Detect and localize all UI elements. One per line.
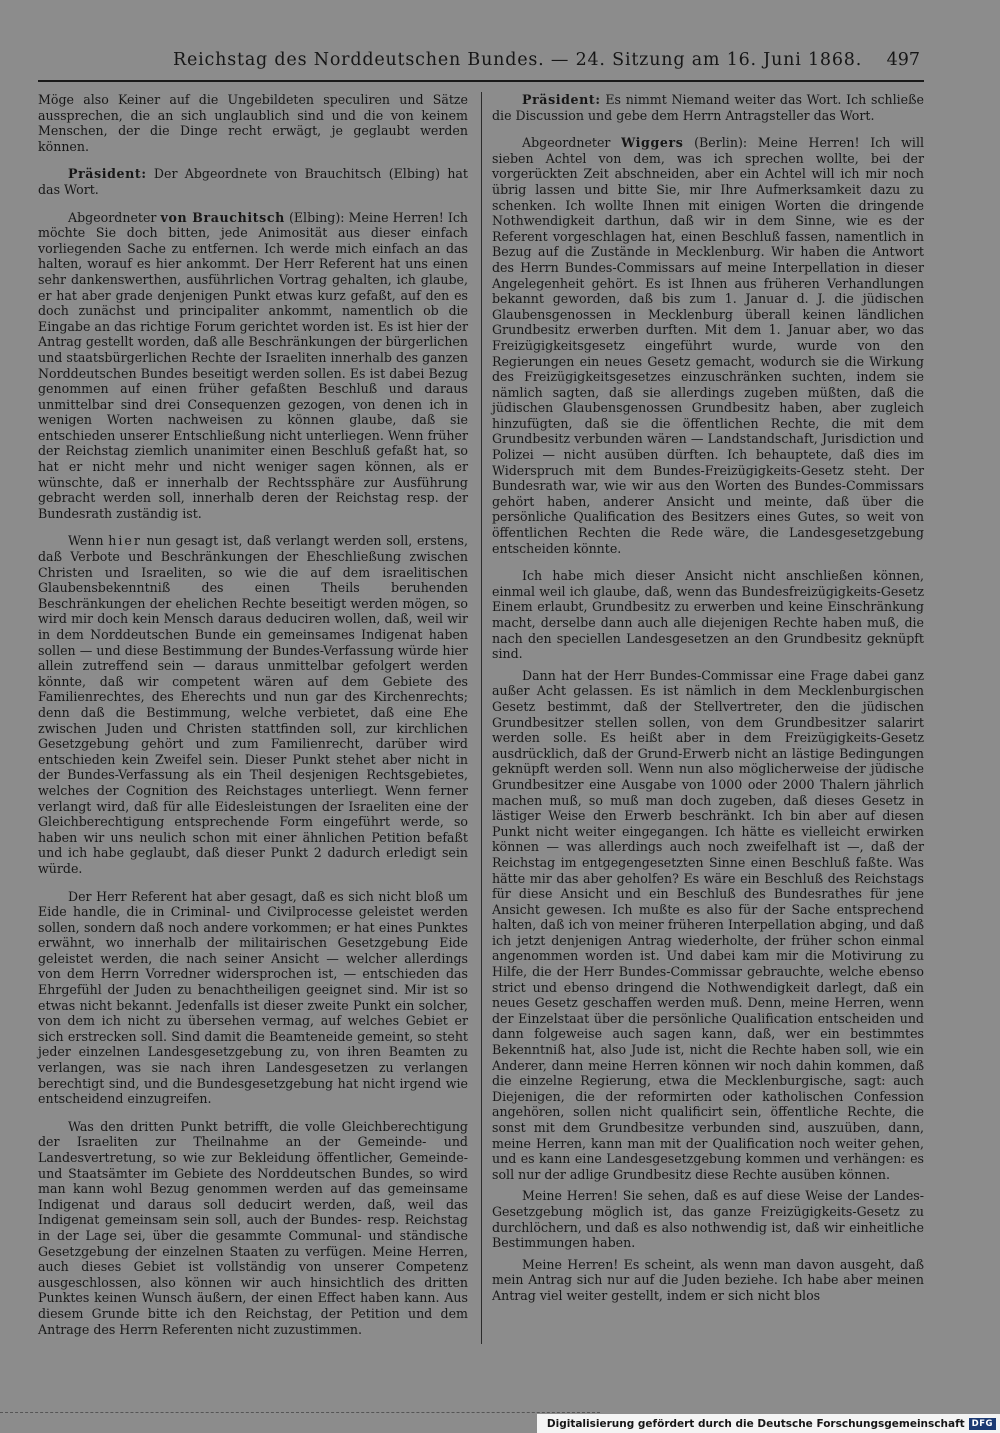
- column-divider: [481, 92, 482, 1344]
- credit-text: Digitalisierung gefördert durch die Deutsche Forschungsgemeinschaft: [546, 1418, 965, 1430]
- speech-text: Der Abgeordnete von Brauchitsch (Elbing) hat das Wort.: [38, 166, 468, 197]
- paragraph: Dann hat der Herr Bundes-Commissar eine Frage dabei ganz außer Acht gelassen. Es ist nämlich in dem Mecklenburgischen Gesetz bestimmt, daß der Stellvertreter, den die jüdischen Grundbesitzer stellen sollen, von dem Grundbesitzer salarirt werden solle. Es heißt aber in dem Freizügigkeits-Gesetz ausdrücklich, daß der Grund-Erwerb nicht an lästige Bedingungen geknüpft werden soll. Wenn nun also möglicherweise der jüdische Grundbesitzer eine Ausgabe von 1000 oder 2000 Thalern jährlich machen muß, so muß man doch zugeben, daß dieses Gesetz in lästiger Weise den Erwerb beschränkt. Ich bin aber auf diesen Punkt nicht weiter eingegangen. Ich hätte es vielleicht erwirken können — was allerdings auch noch zweifelhaft ist —, daß der Reichstag im entgegengesetzten Sinne einen Beschluß faßte. Was hätte mir das aber geholfen? Es wäre ein Beschluß des Reichstags für diese Ansicht und ein Beschluß des Bundesrathes für jene Ansicht gewesen. Ich mußte es also für der Sache entsprechend halten, daß ich von meiner früheren Interpellation abging, und daß ich jetzt denjenigen Antrag wiederholte, der früher schon einmal angenommen worden ist. Und dabei kam mir die Motivirung zu Hilfe, die der Herr Bundes-Commissar gebrauchte, welche ebenso strict und ebenso dringend die Nothwendigkeit darlegt, daß ein neues Gesetz geschaffen werden muß. Denn, meine Herren, wenn der Einzelstaat über die persönliche Qualification entscheiden und dann folgeweise auch sagen kann, daß, wer ein bestimmtes Bekenntniß hat, also Jude ist, nicht die Rechte haben soll, wie ein Anderer, dann meine Herren können wir noch dahin kommen, daß die einzelne Regierung, etwa die Mecklenburgische, sagt: auch Diejenigen, die der reformirten oder katholischen Confession angehören, sollen nicht qualificirt sein, öffentliche Rechte, die sonst mit dem Grundbesitze verbunden sind, auszuüben, dann, meine Herren, kann man mit der Qualification noch weiter gehen, und es kann eine Landesgesetzgebung kommen und verhängen: es soll nur der adlige Grundbesitz diese Rechte ausüben können.: [492, 667, 924, 1182]
- speech-text: (Berlin): Meine Herren! Ich will sieben Achtel von dem, was ich sprechen wollte, bei der vorgerückten Zeit abschneiden, aber ein Achtel will ich mir noch übrig lassen und bitte Sie, mir Ihre Aufmerksamkeit dazu zu schenken. Ich wollte Ihnen mit einigen Worten die dringende Nothwendigkeit darthun, daß wir in dem Sinne, wie es der Referent vorgeschlagen hat, einen Beschluß fassen, namentlich in Bezug auf die Zustände in Mecklenburg. Wir haben die Antwort des Herrn Bundes-Commissars auf meine Interpellation in dieser Angelegenheit gehört. Es ist Ihnen aus früheren Verhandlungen bekannt geworden, daß bis zum 1. Januar d. J. die jüdischen Glaubensgenossen in Mecklenburg überall keinen ländlichen Grundbesitz erwerben durften. Mit dem 1. Januar aber, wo das Freizügigkeitsgesetz eingeführt wurde, wurde von den Regierungen ein neues Gesetz gemacht, wodurch sie die Wirkung des Freizügigkeitsgesetzes einzuschränken suchten, indem sie nämlich sagten, daß sie allerdings zugeben müßten, daß die jüdischen Glaubensgenossen Grundbesitz haben, aber zugleich hinzufügten, daß sie die öffentlichen Rechte, die mit dem Grundbesitz verbunden wären — Landstandschaft, Jurisdiction und Polizei — nicht ausüben dürften. Ich behauptete, daß dies im Widerspruch mit dem Bundes-Freizügigkeits-Gesetz steht. Der Bundesrath war, wie wir aus den Worten des Bundes-Commissars gehört haben, anderer Ansicht und meinte, daß über die persönliche Qualification des Besitzers eines Gutes, so weit von öffentlichen Rechten die Rede wäre, die Landesgesetzgebung entscheiden könnte.: [492, 135, 924, 556]
- speaker-name: von Brauchitsch: [160, 209, 285, 225]
- paragraph: Meine Herren! Es scheint, als wenn man davon ausgeht, daß mein Antrag sich nur auf die Juden beziehe. Ich habe aber meinen Antrag viel weiter gestellt, indem er sich nicht blos: [492, 1256, 924, 1303]
- paragraph: Ich habe mich dieser Ansicht nicht anschließen können, einmal weil ich glaube, daß, wenn das Bundesfreizügigkeits-Gesetz Einem erlaubt, Grundbesitz zu erwerben und keine Einschränkung macht, derselbe dann auch alle diejenigen Rechte haben muß, die nach den speciellen Landesgesetzen an den Grundbesitz geknüpft sind.: [492, 568, 924, 662]
- page-header: [38, 46, 924, 82]
- speaker-name: Präsident:: [68, 166, 147, 182]
- paragraph: [492, 92, 924, 123]
- speaker-name: Wiggers: [621, 135, 684, 151]
- page-number: 497: [886, 50, 920, 70]
- left-column: [38, 92, 468, 1349]
- paragraph: [492, 135, 924, 556]
- dfg-credit: [537, 1414, 1000, 1433]
- footer-rule: [0, 1412, 600, 1414]
- speech-text: (Elbing): Meine Herren! Ich möchte Sie doch bitten, jede Animosität aus dieser einfach vorliegenden Sache zu entfernen. Ich werde mich einfach an das halten, worauf es hier ankommt. Der Herr Referent hat uns einen sehr dankenswerthen, ausführlichen Vortrag gehalten, ich glaube, er hat aber grade denjenigen Punkt etwas kurz gefaßt, auf den es doch zunächst und principaliter ankommt, namentlich ob die Eingabe an das richtige Forum gerichtet worden ist. Es ist hier der Antrag gestellt worden, daß alle Beschränkungen der bürgerlichen und staatsbürgerlichen Rechte der Israeliten innerhalb des ganzen Norddeutschen Bundes beseitigt werden sollen. Es ist dabei Bezug genommen auf einen früher gefaßten Beschluß und daraus unmittelbar sind drei Consequenzen gezogen, von denen ich in wenigen Worten nachweisen zu können glaube, daß sie entschieden unserer Entschließung nicht unterliegen. Wenn früher der Reichstag ziemlich unanimiter einen Beschluß gefaßt hat, so hat er nicht mehr und nicht weniger sagen können, als er wünschte, daß er innerhalb der Rechtssphäre zur Ausführung gebracht werden soll, innerhalb deren der Reichstag resp. der Bundesrath zuständig ist.: [38, 209, 468, 521]
- paragraph: [38, 210, 468, 522]
- speaker-name: Präsident:: [522, 92, 601, 107]
- speaker-prefix: Abgeordneter: [68, 209, 161, 225]
- speech-text: Es nimmt Niemand weiter das Wort. Ich schließe die Discussion und gebe dem Herrn Antragsteller das Wort.: [492, 92, 924, 123]
- emphasis: hier: [108, 533, 142, 549]
- paragraph: [38, 533, 468, 876]
- speech-text: Wenn: [68, 533, 109, 549]
- dfg-logo: DFG: [969, 1418, 996, 1430]
- paragraph: Der Herr Referent hat aber gesagt, daß es sich nicht bloß um Eide handle, die in Criminal- und Civilprocesse geleistet werden sollen, sondern daß noch andere vorkommen; er hat eines Punktes erwähnt, wo innerhalb der militairischen Gesetzgebung Eide geleistet werden, die nach seiner Ansicht — welcher allerdings von dem Herrn Vorredner widersprochen ist, — entschieden das Ehrgefühl der Juden zu benachtheiligen geeignet sind. Mir ist so etwas nicht bekannt. Jedenfalls ist dieser zweite Punkt ein solcher, von dem ich nicht zu übersehen vermag, auf welches Gebiet er sich erstrecken soll. Sind damit die Beamteneide gemeint, so steht jeder einzelnen Landesgesetzgebung zu, von ihren Beamten zu verlangen, was sie nach ihren Landesgesetzen zu verlangen berechtigt sind, und die Bundesgesetzgebung hat nicht irgend wie entscheidend einzugreifen.: [38, 888, 468, 1107]
- paragraph: Meine Herren! Sie sehen, daß es auf diese Weise der Landes-Gesetzgebung möglich ist, das ganze Freizügigkeits-Gesetz zu durchlöchern, und daß es also nothwendig ist, daß wir einheitliche Bestimmungen haben.: [492, 1188, 924, 1251]
- paragraph: Möge also Keiner auf die Ungebildeten speculiren und Sätze aussprechen, die an sich unglaublich sind und die von keinem Menschen, der die Dinge recht erwägt, je geglaubt werden können.: [38, 92, 468, 154]
- running-title: Reichstag des Norddeutschen Bundes. — 24. Sitzung am 16. Juni 1868.: [173, 50, 863, 70]
- paragraph: Was den dritten Punkt betrifft, die volle Gleichberechtigung der Israeliten zur Theilnahme an der Gemeinde- und Landesvertretung, so wie zur Bekleidung öffentlicher, Gemeinde- und Staatsämter im Gebiete des Norddeutschen Bundes, so wird man kann wohl Bezug genommen werden auf das gemeinsame Indigenat und daraus soll deducirt werden, daß, weil das Indigenat gemeinsam sein soll, auch der Bundes- resp. Reichstag in der Lage sei, über die gesammte Communal- und ständische Gesetzgebung der einzelnen Staaten zu verfügen. Meine Herren, auch dieses Gebiet ist vollständig von unserer Competenz ausgeschlossen, also können wir auch hinsichtlich des dritten Punktes keinen Wunsch äußern, der einen Effect haben kann. Aus diesem Grunde bitte ich den Reichstag, der Petition und dem Antrage des Herrn Referenten nicht zuzustimmen.: [38, 1118, 468, 1337]
- speech-text: nun gesagt ist, daß verlangt werden soll, erstens, daß Verbote und Beschränkungen der Eheschließung zwischen Christen und Israeliten, so wie die auf dem israelitischen Glaubensbekenntniß des einen Theils beruhenden Beschränkungen der ehelichen Rechte beseitigt werden mögen, so wird mir doch kein Mensch daraus deduciren wollen, daß, weil wir in dem Norddeutschen Bunde ein gemeinsames Indigenat haben sollen — und diese Bestimmung der Bundes-Verfassung würde hier allein zutreffend sein — daraus unmittelbar gefolgert werden könnte, daß wir competent wären auf dem Gebiete des Familienrechtes, des Eherechts und nun gar des Kirchenrechts; denn daß die Bestimmung, welche verbietet, daß eine Ehe zwischen Juden und Christen stattfinden soll, zur kirchlichen Gesetzgebung gehört und zum Familienrecht, darüber wird entschieden kein Zweifel sein. Dieser Punkt stehet aber nicht in der Bundes-Verfassung als ein Theil desjenigen Rechtsgebietes, welches der Cognition des Reichstages unterliegt. Wenn ferner verlangt wird, daß für alle Eidesleistungen der Israeliten eine der Gleichberechtigung entsprechende Form eingeführt werde, so haben wir uns neulich schon mit einer ähnlichen Petition befaßt und ich habe geglaubt, daß dieser Punkt 2 dadurch erledigt sein würde.: [38, 533, 468, 876]
- paragraph: [38, 166, 468, 197]
- right-column: [492, 92, 924, 1310]
- speaker-prefix: Abgeordneter: [522, 135, 622, 151]
